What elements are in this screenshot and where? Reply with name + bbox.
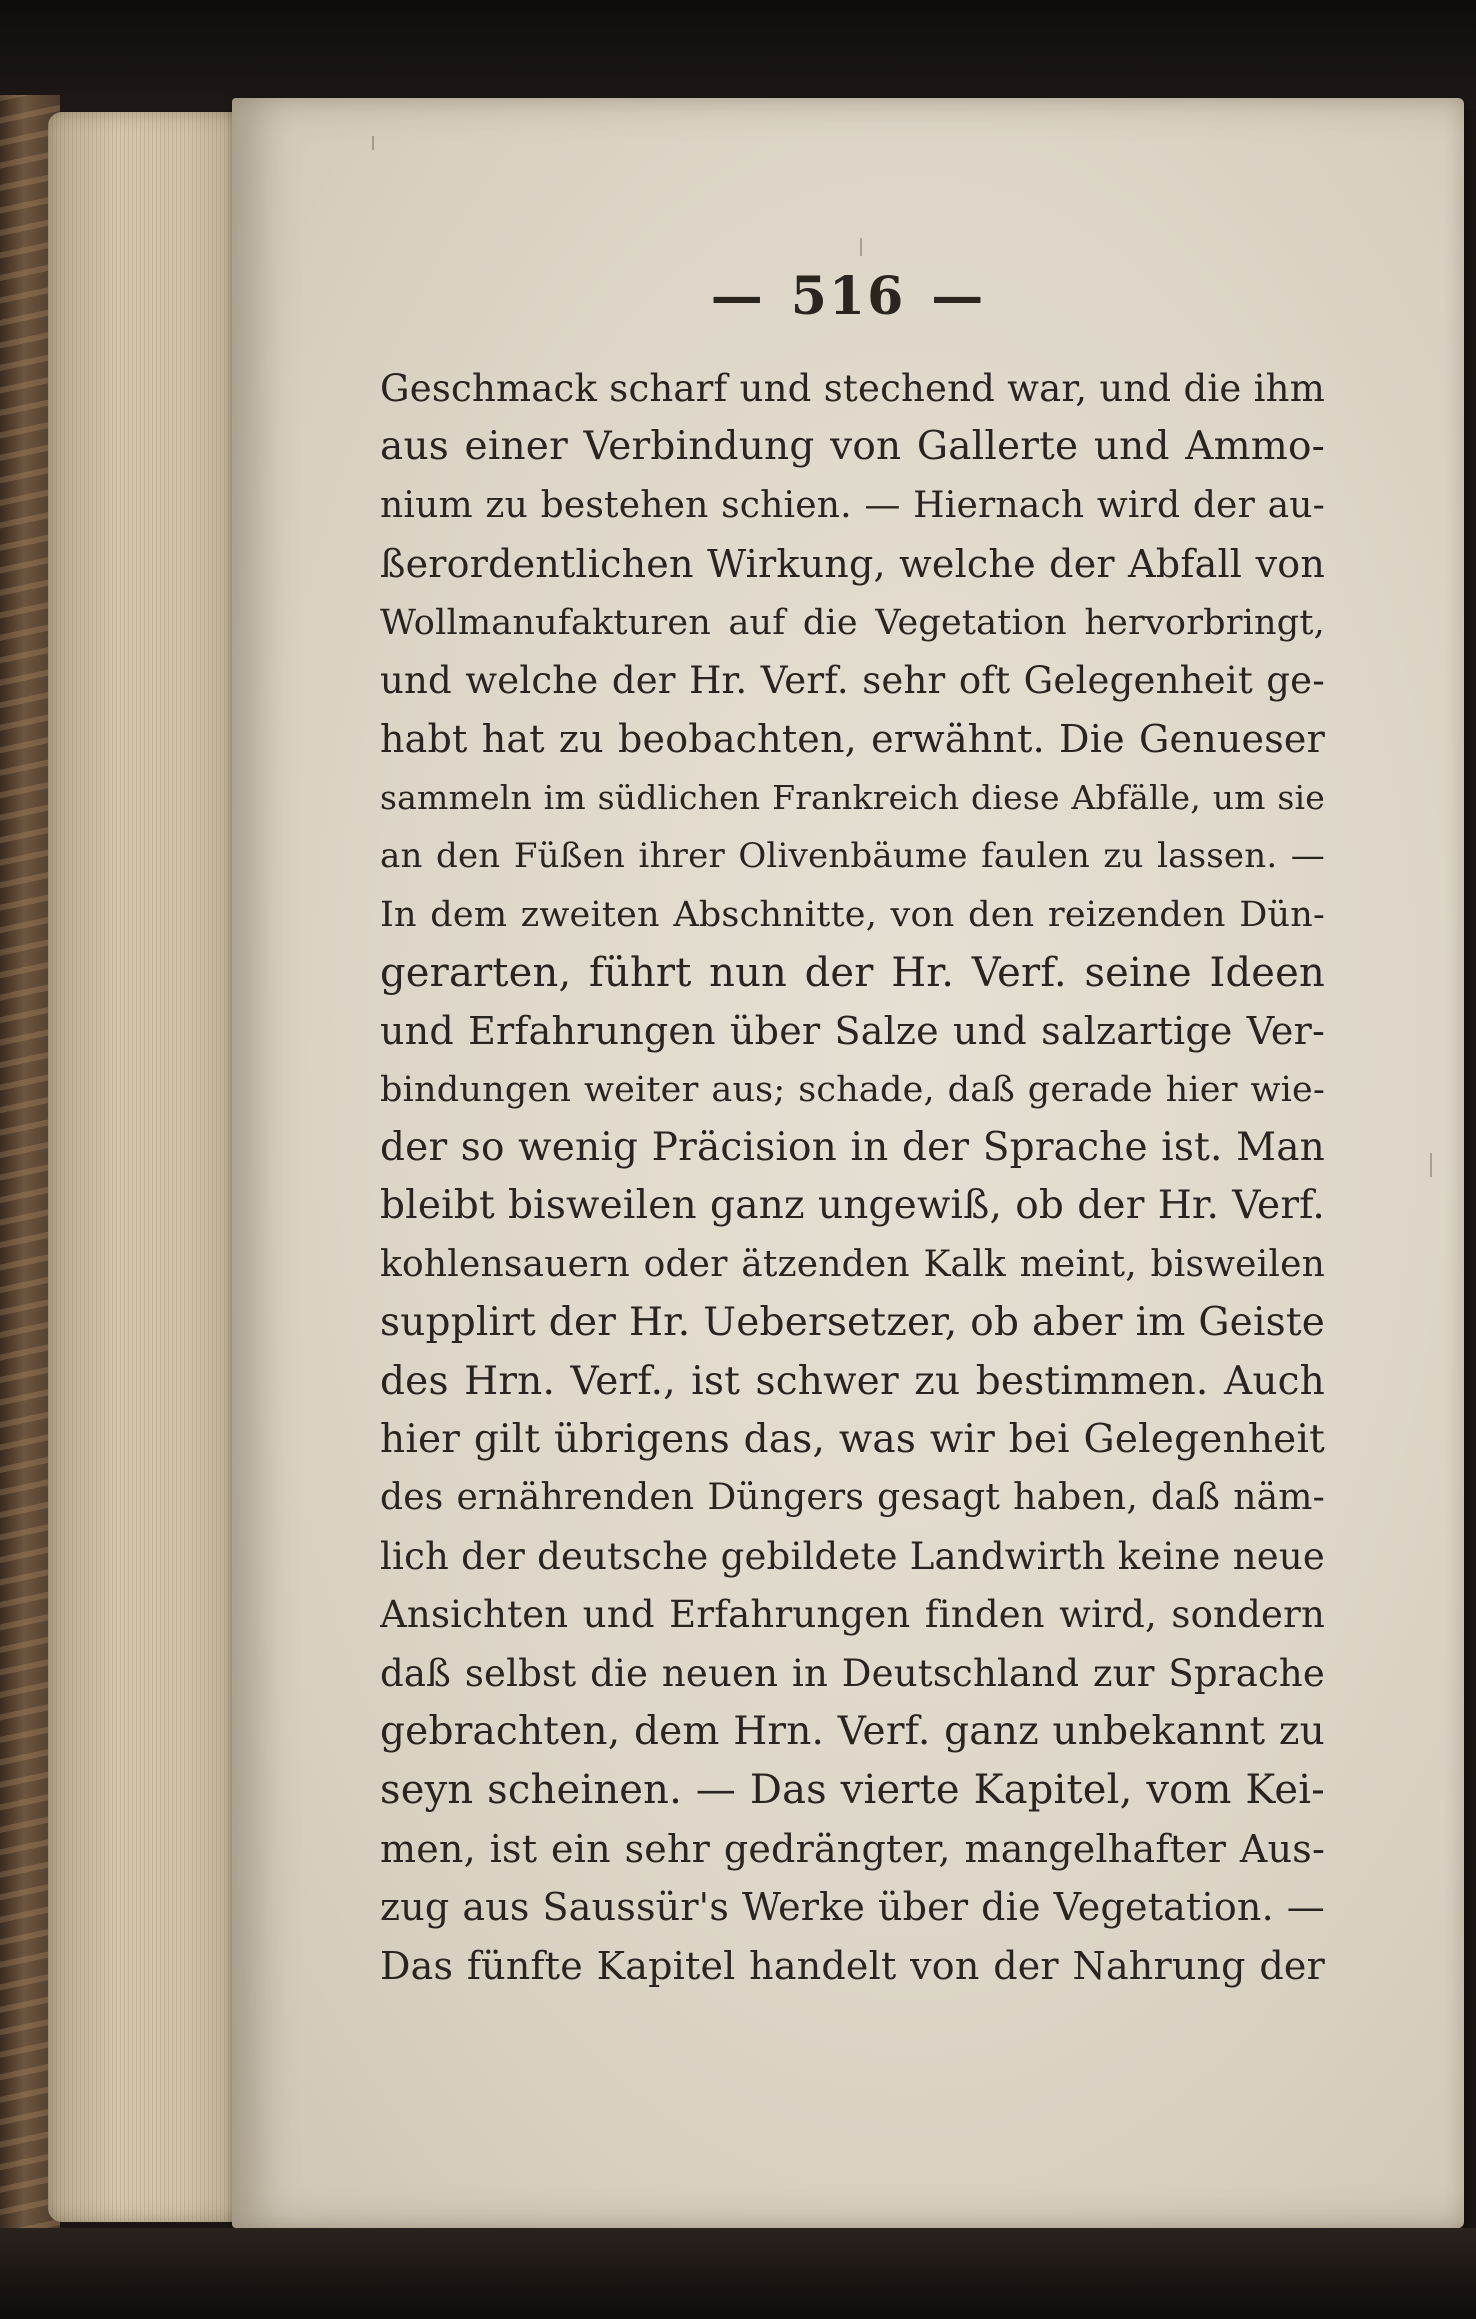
text-line: an den Füßen ihrer Olivenbäume faulen zu lassen. — <box>380 836 1325 877</box>
text-line: bleibt bisweilen ganz ungewiß, ob der Hr. Verf. <box>380 1183 1325 1229</box>
text-line: men, ist ein sehr gedrängter, mangelhafter Aus- <box>380 1826 1325 1871</box>
book-page <box>232 98 1464 2228</box>
background-top <box>0 0 1476 110</box>
text-line: ßerordentlichen Wirkung, welche der Abfall von <box>380 542 1325 587</box>
background-bottom <box>0 2228 1476 2319</box>
text-line: habt hat zu beobachten, erwähnt. Die Genueser <box>380 717 1325 762</box>
text-line: lich der deutsche gebildete Landwirth keine neue <box>380 1534 1325 1578</box>
text-line: Das fünfte Kapitel handelt von der Nahrung der <box>380 1943 1325 1988</box>
text-line: bindungen weiter aus; schade, daß gerade hier wie- <box>380 1069 1325 1110</box>
paper-speck <box>860 238 862 256</box>
body-text <box>380 360 1325 1995</box>
text-line: Wollmanufakturen auf die Vegetation hervorbringt, <box>380 602 1325 643</box>
text-line: aus einer Verbindung von Gallerte und Ammo- <box>380 424 1325 470</box>
text-line: der so wenig Präcision in der Sprache ist. Man <box>380 1125 1325 1171</box>
text-line: zug aus Saussür's Werke über die Vegetation. — <box>380 1885 1325 1930</box>
text-line: des Hrn. Verf., ist schwer zu bestimmen. Auch <box>380 1358 1325 1404</box>
text-line: Ansichten und Erfahrungen finden wird, sondern <box>380 1593 1325 1637</box>
text-line: des ernährenden Düngers gesagt haben, daß näm- <box>380 1477 1325 1519</box>
page-number-header <box>232 266 1464 327</box>
text-line: supplirt der Hr. Uebersetzer, ob aber im Geiste <box>380 1300 1325 1346</box>
text-line: seyn scheinen. — Das vierte Kapitel, vom Kei- <box>380 1767 1325 1814</box>
text-line: und welche der Hr. Verf. sehr oft Gelegenheit ge- <box>380 658 1325 702</box>
page-number-dash-left: — <box>710 266 765 327</box>
text-line: gerarten, führt nun der Hr. Verf. seine Ideen <box>380 949 1325 996</box>
text-line: und Erfahrungen über Salze und salzartige Ver- <box>380 1009 1325 1054</box>
text-line: In dem zweiten Abschnitte, von den reizenden Dün- <box>380 894 1325 935</box>
text-line: hier gilt übrigens das, was wir bei Gelegenheit <box>380 1417 1325 1463</box>
paper-speck <box>1430 1153 1432 1177</box>
page-number-dash-right: — <box>931 266 986 327</box>
page-number: 516 <box>790 266 906 327</box>
text-line: gebrachten, dem Hrn. Verf. ganz unbekannt zu <box>380 1708 1325 1754</box>
page-edges <box>48 112 248 2222</box>
text-line: sammeln im südlichen Frankreich diese Abfälle, um sie <box>380 777 1325 817</box>
text-line: daß selbst die neuen in Deutschland zur Sprache <box>380 1651 1325 1695</box>
text-line: nium zu bestehen schien. — Hiernach wird der au- <box>380 484 1325 526</box>
paper-speck <box>372 136 374 150</box>
text-line: Geschmack scharf und stechend war, und die ihm <box>380 367 1325 410</box>
text-line: kohlensauern oder ätzenden Kalk meint, bisweilen <box>380 1243 1325 1285</box>
